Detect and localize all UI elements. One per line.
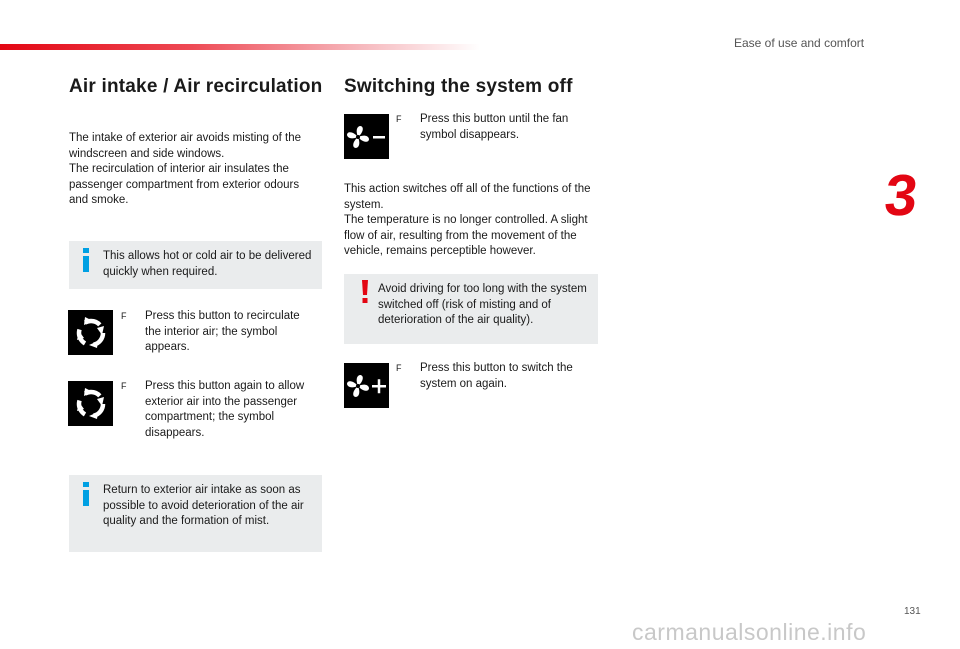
exterior-air-button-image bbox=[68, 381, 113, 426]
info-note-return-exterior bbox=[69, 475, 322, 552]
warning-note-text: Avoid driving for too long with the system switched off (risk of misting and of deterioration of the air quality). bbox=[378, 283, 587, 326]
warning-note-system-off bbox=[344, 274, 598, 344]
bullet-marker: F bbox=[396, 114, 402, 124]
info-note-quick-air bbox=[69, 241, 322, 289]
bullet-marker: F bbox=[396, 363, 402, 373]
fan-plus-button-image bbox=[344, 363, 389, 408]
step-recirculate-text: Press this button to recirculate the interior air; the symbol appears. bbox=[145, 310, 300, 353]
header-accent-bar bbox=[0, 44, 480, 50]
air-intake-heading: Air intake / Air recirculation bbox=[69, 76, 323, 97]
step-recirculate bbox=[121, 309, 316, 356]
air-intake-intro: The intake of exterior air avoids misting of the windscreen and side windows. The recirculation of interior air insulates the passenger compartment from exterior odours and smoke. bbox=[69, 132, 302, 206]
step-exterior-air-text: Press this button again to allow exterior air into the passenger compartment; the symbol disappears. bbox=[145, 380, 305, 439]
info-note-text: Return to exterior air intake as soon as possible to avoid deterioration of the air quality and the formation of mist. bbox=[103, 484, 304, 527]
warning-icon bbox=[360, 280, 370, 304]
info-icon bbox=[81, 482, 91, 506]
watermark: carmanualsonline.info bbox=[632, 619, 867, 645]
switch-off-heading: Switching the system off bbox=[344, 76, 573, 97]
fan-minus-button-image bbox=[344, 114, 389, 159]
step-fan-off bbox=[396, 112, 586, 143]
fan-minus-icon bbox=[346, 117, 388, 157]
bullet-marker: F bbox=[121, 381, 127, 391]
fan-plus-icon bbox=[346, 366, 388, 406]
chapter-number: 3 bbox=[881, 163, 920, 228]
page-number: 131 bbox=[904, 606, 921, 617]
info-note-text: This allows hot or cold air to be delivered quickly when required. bbox=[103, 250, 312, 278]
switch-off-description: This action switches off all of the functions of the system. The temperature is no longer controlled. A slight flow of air, resulting from the movement of the vehicle, remains perceptible however. bbox=[344, 183, 591, 257]
recirculation-button-image bbox=[68, 310, 113, 355]
step-fan-on-text: Press this button to switch the system on again. bbox=[420, 362, 573, 390]
recirculation-icon bbox=[71, 384, 111, 424]
step-fan-off-text: Press this button until the fan symbol disappears. bbox=[420, 113, 569, 141]
step-exterior-air bbox=[121, 379, 321, 441]
recirculation-icon bbox=[71, 313, 111, 353]
info-icon bbox=[81, 248, 91, 272]
section-title: Ease of use and comfort bbox=[734, 36, 865, 50]
step-fan-on bbox=[396, 361, 586, 392]
bullet-marker: F bbox=[121, 311, 127, 321]
